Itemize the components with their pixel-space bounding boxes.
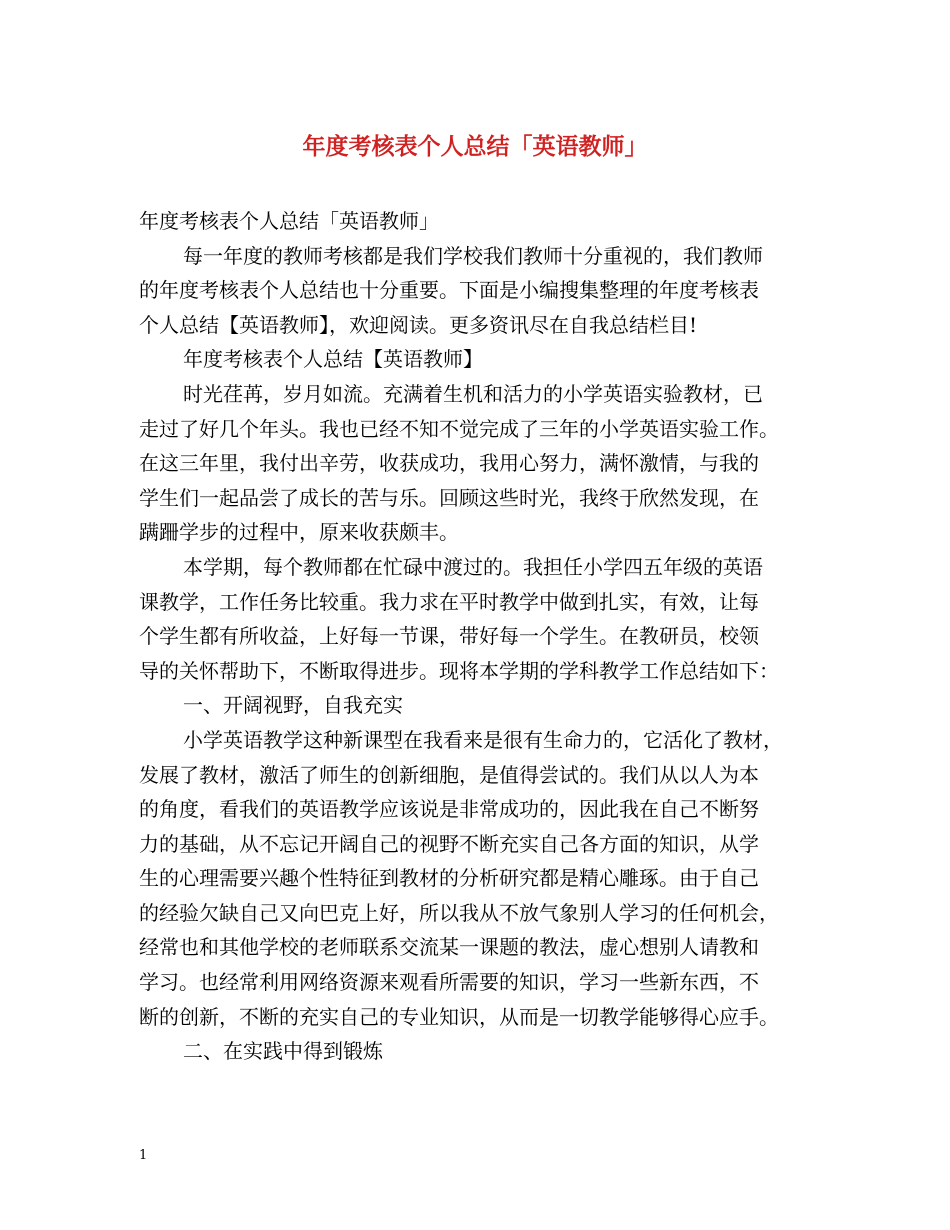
body-line: 课教学，工作任务比较重。我力求在平时教学中做到扎实，有效，让每 xyxy=(139,589,759,614)
body-line: 一、开阔视野，自我充实 xyxy=(183,693,403,718)
document-body xyxy=(139,204,819,1069)
body-line: 小学英语教学这种新课型在我看来是很有生命力的，它活化了教材， xyxy=(183,727,783,752)
body-line: 年度考核表个人总结「英语教师」 xyxy=(139,209,439,233)
body-line: 生的心理需要兴趣个性特征到教材的分析研究都是精心雕琢。由于自己 xyxy=(139,866,759,891)
body-line: 发展了教材，激活了师生的创新细胞，是值得尝试的。我们从以人为本 xyxy=(139,762,759,787)
body-line: 力的基础，从不忘记开阔自己的视野不断充实自己各方面的知识，从学 xyxy=(139,831,759,856)
body-line: 个人总结【英语教师】，欢迎阅读。更多资讯尽在自我总结栏目! xyxy=(139,312,698,337)
body-line: 导的关怀帮助下，不断取得进步。现将本学期的学科教学工作总结如下： xyxy=(139,658,779,683)
body-line: 每一年度的教师考核都是我们学校我们教师十分重视的，我们教师 xyxy=(183,243,763,268)
body-line: 个学生都有所收益，上好每一节课，带好每一个学生。在教研员，校领 xyxy=(139,624,759,649)
body-line: 年度考核表个人总结【英语教师】 xyxy=(183,347,483,372)
document-title: 年度考核表个人总结「英语教师」 xyxy=(302,133,648,160)
body-line: 的年度考核表个人总结也十分重要。下面是小编搜集整理的年度考核表 xyxy=(139,278,759,303)
body-line: 在这三年里，我付出辛劳，收获成功，我用心努力，满怀激情，与我的 xyxy=(139,451,759,476)
body-line: 学生们一起品尝了成长的苦与乐。回顾这些时光，我终于欣然发现，在 xyxy=(139,485,759,510)
body-line: 学习。也经常利用网络资源来观看所需要的知识，学习一些新东西，不 xyxy=(139,970,759,995)
body-line: 经常也和其他学校的老师联系交流某一课题的教法，虚心想别人请教和 xyxy=(139,935,759,960)
page-number: 1 xyxy=(139,1148,148,1163)
body-line: 的经验欠缺自己又向巴克上好，所以我从不放气象别人学习的任何机会， xyxy=(139,900,779,925)
body-line: 本学期，每个教师都在忙碌中渡过的。我担任小学四五年级的英语 xyxy=(183,554,763,579)
body-line: 蹒跚学步的过程中，原来收获颇丰。 xyxy=(139,520,459,545)
body-line: 断的创新，不断的充实自己的专业知识，从而是一切教学能够得心应手。 xyxy=(139,1004,779,1029)
body-line: 二、在实践中得到锻炼 xyxy=(183,1039,383,1064)
body-line: 的角度，看我们的英语教学应该说是非常成功的，因此我在自己不断努 xyxy=(139,797,759,822)
body-line: 走过了好几个年头。我也已经不知不觉完成了三年的小学英语实验工作。 xyxy=(139,416,779,441)
body-line: 时光荏苒，岁月如流。充满着生机和活力的小学英语实验教材，已 xyxy=(183,381,763,406)
